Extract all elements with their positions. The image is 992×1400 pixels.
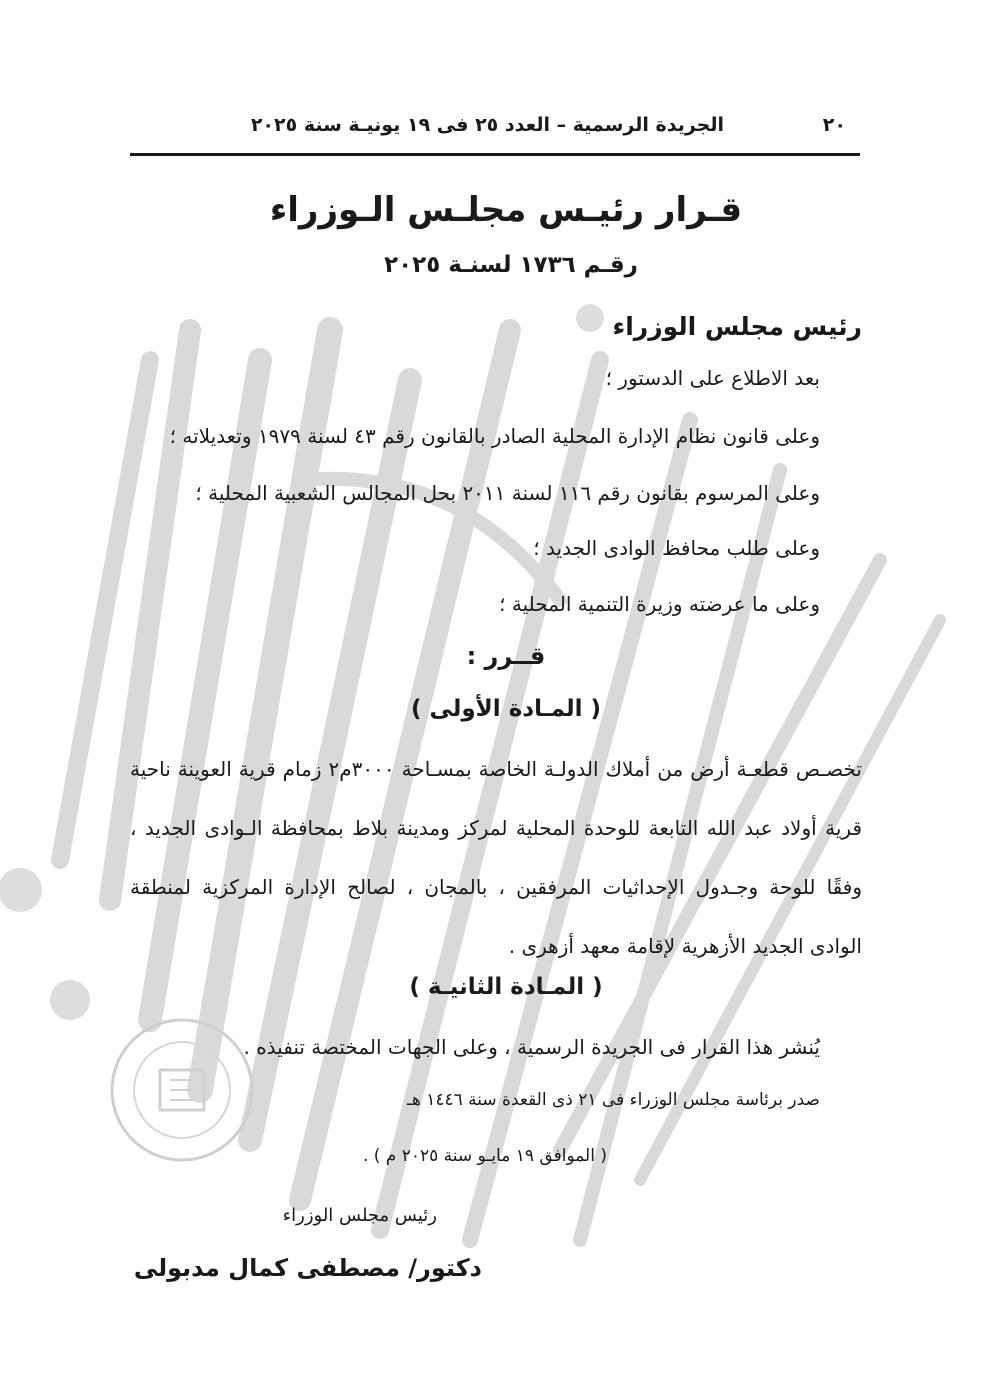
decree-number: رقـم ١٧٣٦ لسنـة ٢٠٢٥ bbox=[384, 252, 638, 278]
preamble-item: وعلى قانون نظام الإدارة المحلية الصادر بالقانون رقم ٤٣ لسنة ١٩٧٩ وتعديلاته ؛ bbox=[169, 424, 820, 448]
article-2-text: يُنشر هذا القرار فى الجريدة الرسمية ، وعلى الجهات المختصة تنفيذه . bbox=[243, 1035, 820, 1059]
decree-title: قـرار رئيـس مجلـس الـوزراء bbox=[269, 190, 743, 230]
issued-line: صدر برئاسة مجلس الوزراء فى ٢١ ذى القعدة سنة ١٤٤٦ هـ bbox=[406, 1090, 820, 1110]
gazette-header: الجريدة الرسمية – العدد ٢٥ فى ١٩ يونيـة سنة ٢٠٢٥ bbox=[250, 114, 724, 136]
page-number: ٢٠ bbox=[822, 114, 846, 136]
corresponding-date-line: ( الموافق ١٩ مايـو سنة ٢٠٢٥ م ) . bbox=[362, 1146, 607, 1166]
preamble-item: وعلى ما عرضته وزيرة التنمية المحلية ؛ bbox=[499, 592, 820, 616]
decides-heading: قــرر : bbox=[466, 642, 546, 670]
header-divider bbox=[130, 153, 860, 156]
article-1-heading: ( المـادة الأولى ) bbox=[410, 696, 602, 722]
article-2-heading: ( المـادة الثانيـة ) bbox=[409, 974, 603, 1000]
preamble-item: وعلى طلب محافظ الوادى الجديد ؛ bbox=[533, 536, 820, 560]
signature-name: دكتور/ مصطفى كمال مدبولى bbox=[133, 1254, 482, 1282]
preamble-item: وعلى المرسوم بقانون رقم ١١٦ لسنة ٢٠١١ بحل المجالس الشعبية المحلية ؛ bbox=[195, 481, 820, 505]
article-1-text: تخصـص قطعـة أرض من أملاك الدولـة الخاصة بمسـاحة ٣٠٠٠م٢ زمام قرية العوينة ناحية قرية أولاد عبد الله التابعة للوحدة المحلية لمركز ومدينة بلاط بمحافظة الـوادى الجديد ، وفقًا للوحة وجـدول الإحداثيات المرفقين ، بالمجان ، لصالح الإدارة المركزية لمنطقة الوادى الجديد الأزهرية لإقامة معهد أزهرى . bbox=[130, 757, 862, 958]
signature-title: رئيس مجلس الوزراء bbox=[282, 1205, 437, 1226]
preamble-item: بعد الاطلاع على الدستور ؛ bbox=[605, 366, 820, 390]
issuer-heading: رئيس مجلس الوزراء bbox=[612, 312, 862, 341]
